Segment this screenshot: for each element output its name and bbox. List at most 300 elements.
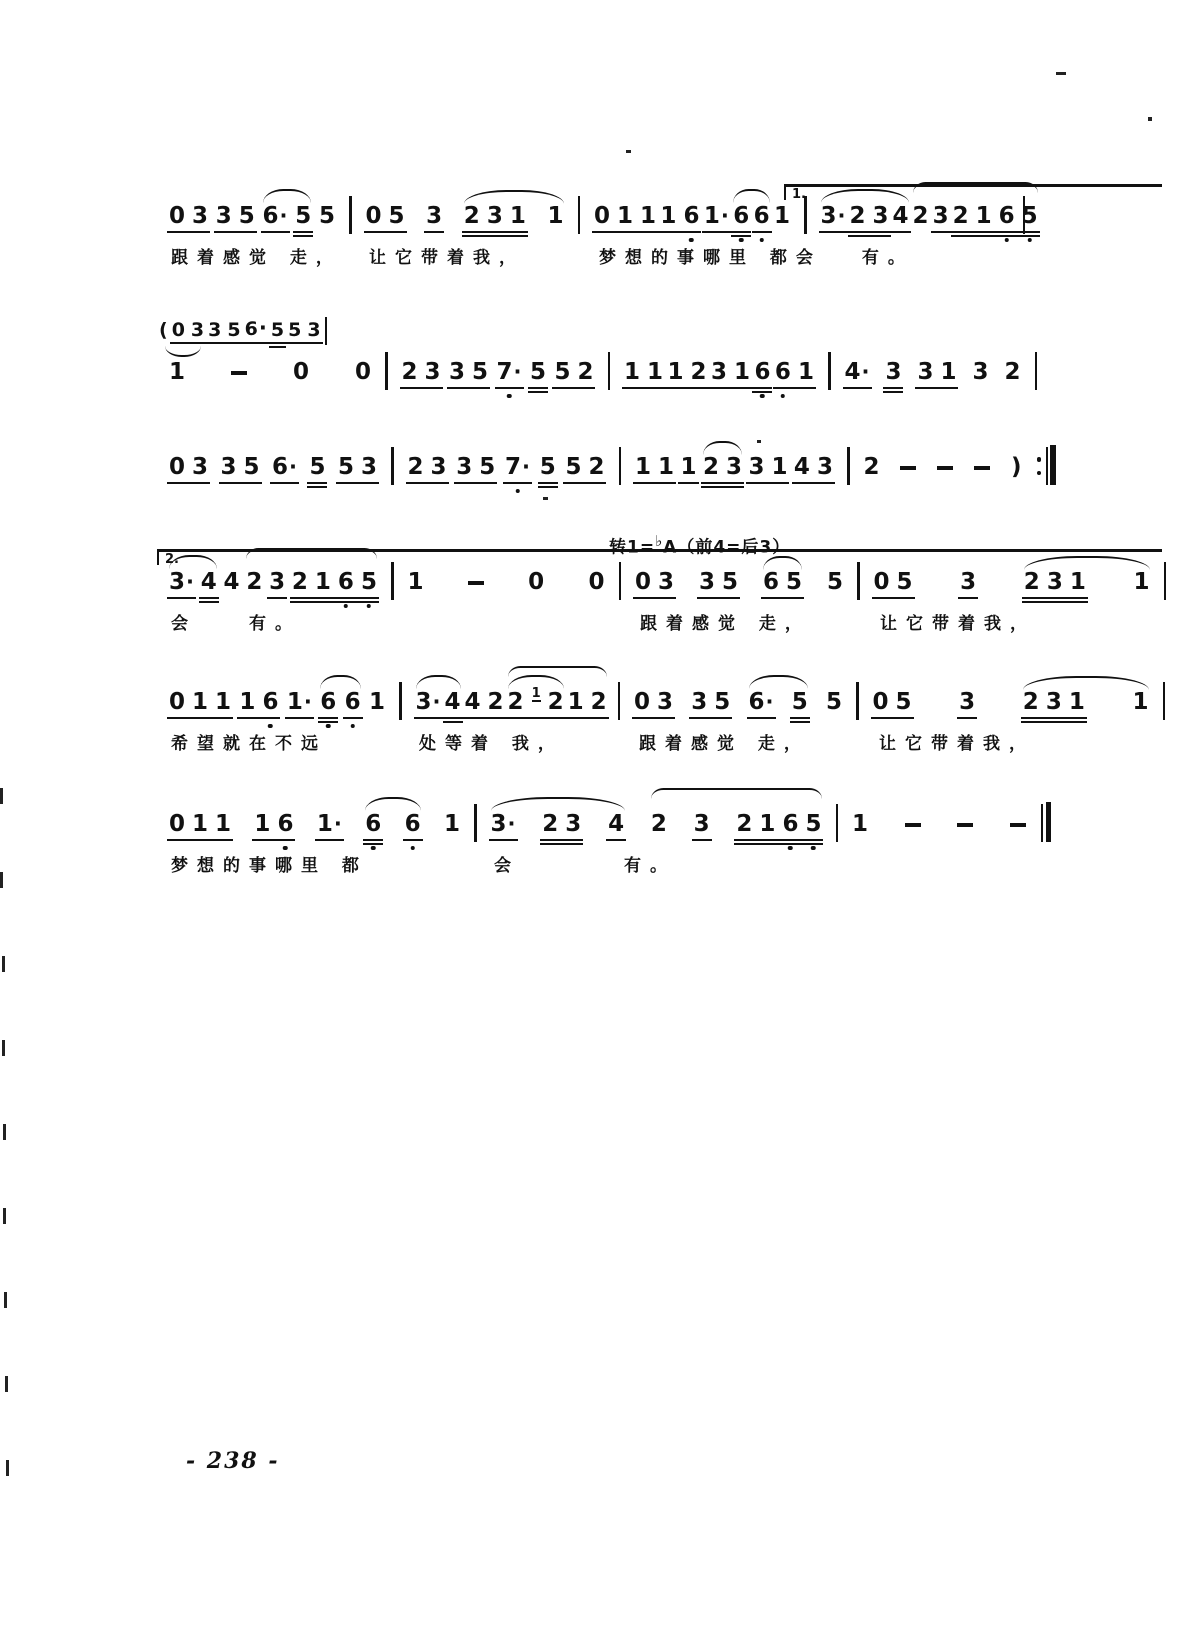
note-digit: 3: [658, 569, 675, 595]
beam-group: [406, 571, 426, 599]
note-digit: 1: [192, 811, 209, 837]
slur-arc: [365, 797, 421, 811]
note-digit: 6: [998, 203, 1015, 229]
note-digit: 1: [624, 359, 641, 385]
lyric-line: 跟着感觉 走，: [171, 248, 342, 268]
barline: [399, 682, 402, 720]
note-digit: 5: [337, 454, 354, 480]
staff-system-4: [157, 532, 1174, 634]
beam-group: [237, 691, 280, 719]
barline: [349, 196, 352, 234]
note-digit: 1: [567, 689, 584, 715]
note-digit: 1: [368, 689, 385, 715]
beam-group: [414, 690, 443, 719]
measure: [390, 360, 606, 389]
note-digit: 1·: [316, 811, 342, 837]
note-digit: 1: [635, 454, 652, 480]
note-digit: 3: [748, 454, 765, 480]
barline: [1035, 352, 1038, 390]
note-digit: 5: [243, 454, 260, 480]
beam-group: [563, 456, 606, 484]
note-digit: 1: [975, 203, 992, 229]
beam-group: [424, 205, 444, 233]
note-digit: 3: [449, 359, 466, 385]
beam-group: [898, 466, 918, 484]
beam-group: [903, 823, 923, 841]
note-digit: 3: [693, 811, 710, 837]
lyrics-row: [157, 851, 1051, 876]
measure: [623, 571, 855, 599]
note-digit: 4: [464, 689, 481, 715]
note-digit: 2: [1004, 359, 1021, 385]
beam-group: [170, 321, 206, 344]
beam-group: [285, 690, 314, 719]
beam-group: [269, 321, 286, 344]
note-digit: 2: [702, 454, 719, 480]
notes-row: [157, 352, 1039, 389]
note-digit: 6: [277, 811, 294, 837]
beam-group: [243, 316, 269, 344]
note-digit: 1: [547, 203, 564, 229]
augmentation-dot: ·: [720, 204, 729, 228]
measure: [157, 812, 472, 841]
beam-group: [222, 571, 242, 599]
beam-group: [506, 686, 566, 719]
beam-group: [462, 205, 528, 233]
note-digit: 4: [793, 454, 810, 480]
note-digit: 1: [680, 454, 697, 480]
note-digit: 6: [753, 203, 770, 229]
scan-artifact: [543, 497, 548, 500]
note-digit: 0: [594, 203, 611, 229]
note-digit: 1: [1068, 689, 1085, 715]
beam-group: [606, 813, 626, 841]
note-digit: 6: [404, 811, 421, 837]
note-digit: 5: [896, 569, 913, 595]
note-digit: 3: [960, 569, 977, 595]
beam-group: [566, 691, 609, 719]
lyric-line: 跟着感觉 走，: [639, 734, 810, 754]
beam-group: [261, 204, 290, 233]
beam-group: [692, 813, 712, 841]
measure: [157, 455, 389, 484]
lyric-line: 让它带着我，: [369, 248, 525, 268]
note-digit: 1: [1069, 569, 1086, 595]
scan-artifact: [757, 440, 761, 443]
beam-group: [747, 690, 776, 719]
beam-group: [443, 691, 463, 719]
note-digit: 5: [309, 454, 326, 480]
notes-row: [157, 445, 1056, 484]
beam-group: [792, 456, 835, 484]
barline: [857, 562, 860, 600]
note-digit: 6: [754, 359, 771, 385]
rest-dash: [905, 823, 921, 827]
beam-group: [665, 361, 708, 389]
lyrics-row: [157, 243, 1042, 268]
note-digit: 2: [650, 811, 667, 837]
beam-group: [293, 205, 313, 233]
note-digit: 5: [805, 811, 822, 837]
beam-group: [935, 466, 955, 484]
repeat-dot: [1037, 471, 1042, 476]
measure: [612, 361, 826, 389]
note-digit: 3: [430, 454, 447, 480]
barline: [856, 682, 859, 720]
note-digit: 1: [940, 359, 957, 385]
note-digit: 5: [565, 454, 582, 480]
note-digit: 1: [617, 203, 634, 229]
augmentation-dot: ·: [837, 204, 846, 228]
beam-group: [286, 321, 322, 344]
note-digit: 6: [344, 689, 361, 715]
note-digit: 7·: [496, 359, 522, 385]
note-digit: 5: [270, 319, 285, 341]
note-digit: 3·: [820, 203, 846, 229]
note-digit: 2: [952, 203, 969, 229]
beam-group: [850, 813, 870, 841]
beam-group: [824, 691, 844, 719]
barline: [828, 352, 831, 390]
note-digit: 2: [690, 359, 707, 385]
measure: [157, 570, 389, 599]
note-digit: 1: [407, 569, 424, 595]
note-digit: 0: [169, 689, 186, 715]
beam-group: [1008, 823, 1028, 841]
thin-barline: [1046, 447, 1048, 485]
note-digit: 6: [365, 811, 382, 837]
note-digit: 4·: [844, 359, 870, 385]
beam-group: [495, 360, 524, 389]
beam-group: [315, 812, 344, 841]
scan-artifact: [3, 1124, 6, 1140]
note-digit: 5: [826, 569, 843, 595]
volta-label: 2.: [165, 552, 179, 567]
rest-dash: [974, 466, 990, 470]
beam-group: [1022, 571, 1088, 599]
note-digit: 1: [1132, 689, 1149, 715]
barline: [391, 562, 394, 600]
lyric-line: 会 有。: [171, 614, 301, 634]
note-digit: 3: [208, 319, 222, 341]
measure: [622, 690, 854, 719]
note-digit: 3: [190, 319, 205, 341]
staff-system-3: [157, 445, 1056, 484]
slur-arc: [1023, 676, 1149, 690]
beam-group: [761, 571, 804, 599]
note-digit: 3: [691, 689, 708, 715]
beam-group: [291, 361, 311, 389]
note-digit: 3: [1045, 689, 1062, 715]
note-digit: 3: [872, 203, 889, 229]
note-digit: 0: [169, 811, 186, 837]
beam-group: [270, 455, 299, 484]
note-digit: 2: [577, 359, 594, 385]
beam-group: [538, 456, 558, 484]
parenthesis: (: [159, 319, 168, 341]
lyric-line: 处等着 我，: [419, 734, 564, 754]
note-digit: 2: [487, 689, 504, 715]
notes-row: [157, 802, 1051, 841]
barline: [618, 682, 621, 720]
slur-arc: [491, 797, 625, 811]
beam-group: [167, 205, 210, 233]
note-digit: 3: [269, 569, 286, 595]
beam-group: [363, 813, 383, 841]
repeat-dots: [1037, 457, 1042, 475]
beam-group: [790, 691, 810, 719]
note-digit: 0: [354, 359, 371, 385]
scan-artifact: [1148, 117, 1152, 121]
scan-artifact: [5, 1376, 8, 1392]
note-digit: 3: [426, 203, 443, 229]
beam-group: [206, 321, 242, 344]
beam-group: [678, 456, 698, 484]
beam-group: [157, 321, 170, 344]
barline: [578, 196, 581, 234]
beam-group: [540, 813, 583, 841]
note-digit: 1: [797, 359, 814, 385]
beam-group: [244, 571, 264, 599]
thin-barline: [1041, 804, 1043, 842]
note-digit: 2: [401, 359, 418, 385]
note-digit: 1: [658, 454, 675, 480]
note-digit: 6·: [272, 454, 297, 480]
measure: [354, 205, 576, 233]
beam-group: [872, 571, 915, 599]
note-digit: 2: [863, 454, 880, 480]
note-digit: 5: [388, 203, 405, 229]
notes-row: [157, 682, 1173, 719]
note-digit: 2: [463, 203, 480, 229]
page-number: - 238 -: [186, 1448, 280, 1474]
beam-group: [871, 691, 914, 719]
staff-system-2: [157, 316, 1039, 389]
beam-group: [167, 570, 196, 599]
beam-group: [528, 361, 548, 389]
lyric-line: 梦想的事哪里 都: [171, 856, 368, 876]
repeat-dot: [1037, 457, 1042, 462]
rest-dash: [231, 371, 247, 375]
beam-group: [1130, 691, 1150, 719]
note-digit: 1: [640, 203, 657, 229]
scan-artifact: [2, 956, 5, 972]
note-digit: 1: [314, 569, 331, 595]
note-digit: 3: [192, 203, 209, 229]
beam-group: [336, 456, 379, 484]
beam-group: [958, 571, 978, 599]
rest-dash: [937, 466, 953, 470]
slur-arc: [464, 190, 564, 204]
note-digit: 6: [774, 359, 791, 385]
note-digit: 1: [443, 811, 460, 837]
beam-group: [1002, 361, 1022, 389]
beam-group: [773, 361, 816, 389]
measure: [809, 203, 1038, 233]
augmentation-dot: ·: [507, 812, 516, 836]
beam-group: [586, 571, 606, 599]
beam-group: [317, 205, 337, 233]
lyric-line: 梦想的事哪里 都会: [599, 248, 822, 268]
beam-group: [167, 361, 187, 389]
note-digit: 3: [657, 689, 674, 715]
note-digit: 2: [246, 569, 263, 595]
beam-group: [1009, 456, 1024, 484]
note-digit: 1: [733, 359, 750, 385]
slur-arc: [651, 788, 822, 799]
beam-group: [848, 205, 891, 233]
beam-group: [167, 813, 233, 841]
note-digit: 3·: [490, 811, 516, 837]
beam-group: [772, 205, 792, 233]
beam-group: [353, 361, 373, 389]
note-digit: 1: [773, 203, 790, 229]
beam-group: [862, 456, 882, 484]
beam-group: [915, 361, 958, 389]
note-digit: 6: [733, 203, 750, 229]
barline: [1164, 562, 1167, 600]
barline: [385, 352, 388, 390]
beam-group: [400, 361, 443, 389]
note-digit: 3: [1046, 569, 1063, 595]
measure: [852, 456, 1034, 484]
slur-arc: [320, 675, 361, 689]
augmentation-dot: ·: [303, 690, 312, 714]
beam-group: [252, 813, 295, 841]
slur-arc: [508, 666, 607, 677]
beam-group: [290, 571, 379, 599]
beam-group: [367, 691, 387, 719]
staff-system-1: [157, 187, 1042, 268]
slur-arc: [733, 189, 770, 203]
note-digit: 3: [192, 454, 209, 480]
note-digit: 0: [171, 319, 185, 341]
note-digit: 3·: [169, 569, 194, 595]
note-digit: 1: [852, 811, 869, 837]
note-digit: 2: [736, 811, 753, 837]
scan-artifact: [3, 1208, 6, 1224]
beam-group: [752, 361, 772, 389]
end-repeat-barline: [1037, 445, 1056, 485]
augmentation-dot: ·: [333, 812, 342, 836]
note-digit: 3: [972, 359, 989, 385]
beam-group: [843, 360, 872, 389]
beam-group: [219, 456, 262, 484]
rest-dash: [957, 823, 973, 827]
beam-group: [819, 204, 848, 233]
augmentation-dot: ·: [258, 316, 267, 340]
augmentation-dot: ·: [522, 455, 530, 479]
beam-group: [229, 371, 249, 389]
note-digit: 0: [528, 569, 545, 595]
beam-group: [697, 571, 740, 599]
barline: [608, 352, 611, 390]
note-digit: 2: [1022, 689, 1039, 715]
beam-group: [454, 456, 497, 484]
beam-group: [466, 581, 486, 599]
note-digit: 2: [547, 689, 564, 715]
note-digit: 1·: [286, 689, 312, 715]
barline: [325, 317, 328, 345]
note-digit: 0: [635, 569, 652, 595]
lyric-line: 希望就在不远: [171, 734, 327, 754]
note-digit: 3: [307, 319, 321, 341]
beam-group: [1021, 691, 1087, 719]
note-digit: 5: [360, 569, 377, 595]
scan-artifact: [0, 788, 3, 804]
note-digit: 1: [239, 689, 256, 715]
barline: [619, 447, 622, 485]
scan-artifact: [6, 1460, 9, 1476]
note-digit: 2: [912, 203, 929, 229]
beam-group: [972, 466, 992, 484]
augmentation-dot: ·: [861, 360, 870, 384]
scan-artifact: [2, 1040, 5, 1056]
note-digit: 6: [262, 689, 279, 715]
note-digit: 6: [683, 203, 700, 229]
measure: [582, 204, 802, 233]
note-digit: 3: [698, 569, 715, 595]
measure: [840, 813, 1038, 841]
note-digit: 2: [1023, 569, 1040, 595]
note-digit: 2: [588, 454, 605, 480]
note-digit: 6·: [244, 316, 267, 340]
measure: [404, 686, 616, 719]
note-digit: 5: [238, 203, 255, 229]
measure: [479, 812, 834, 841]
note-digit: 3: [917, 359, 934, 385]
augmentation-dot: ·: [432, 690, 441, 714]
beam-group: [199, 571, 219, 599]
slur-arc: [416, 675, 461, 689]
parenthesis: ): [1010, 454, 1022, 480]
note-digit: 1: [169, 359, 186, 385]
note-digit: 5: [554, 359, 571, 385]
note-digit: 1: [1133, 569, 1150, 595]
beam-group: [633, 571, 676, 599]
beam-group: [267, 571, 287, 599]
note-digit: 6: [320, 689, 337, 715]
volta-label: 1.: [792, 187, 806, 202]
beam-group: [632, 691, 675, 719]
note-digit: 5: [791, 689, 808, 715]
rest-dash: [1010, 823, 1026, 827]
slur-arc: [703, 441, 742, 455]
note-digit: 0: [873, 569, 890, 595]
beam-group: [709, 361, 752, 389]
final-barline: [1041, 802, 1051, 842]
pickup-cue: [157, 316, 329, 344]
beam-group: [701, 456, 744, 484]
barline: [391, 447, 394, 485]
lyric-line: 跟着感觉 走，: [640, 614, 811, 634]
note-digit: 2: [849, 203, 866, 229]
note-digit: 6·: [262, 203, 288, 229]
measure: [833, 360, 1033, 389]
barline: [474, 804, 477, 842]
note-digit: 6: [782, 811, 799, 837]
beam-group: [622, 361, 665, 389]
note-digit: 4: [444, 689, 461, 715]
key-change-annotation: 转1=♭A（前4=后3）: [609, 532, 791, 558]
measure: [157, 361, 383, 389]
beam-group: [734, 813, 823, 841]
beam-group: [489, 812, 518, 841]
beam-group: [403, 813, 423, 841]
beam-group: [406, 456, 449, 484]
beam-group: [689, 691, 732, 719]
augmentation-dot: ·: [289, 455, 297, 479]
